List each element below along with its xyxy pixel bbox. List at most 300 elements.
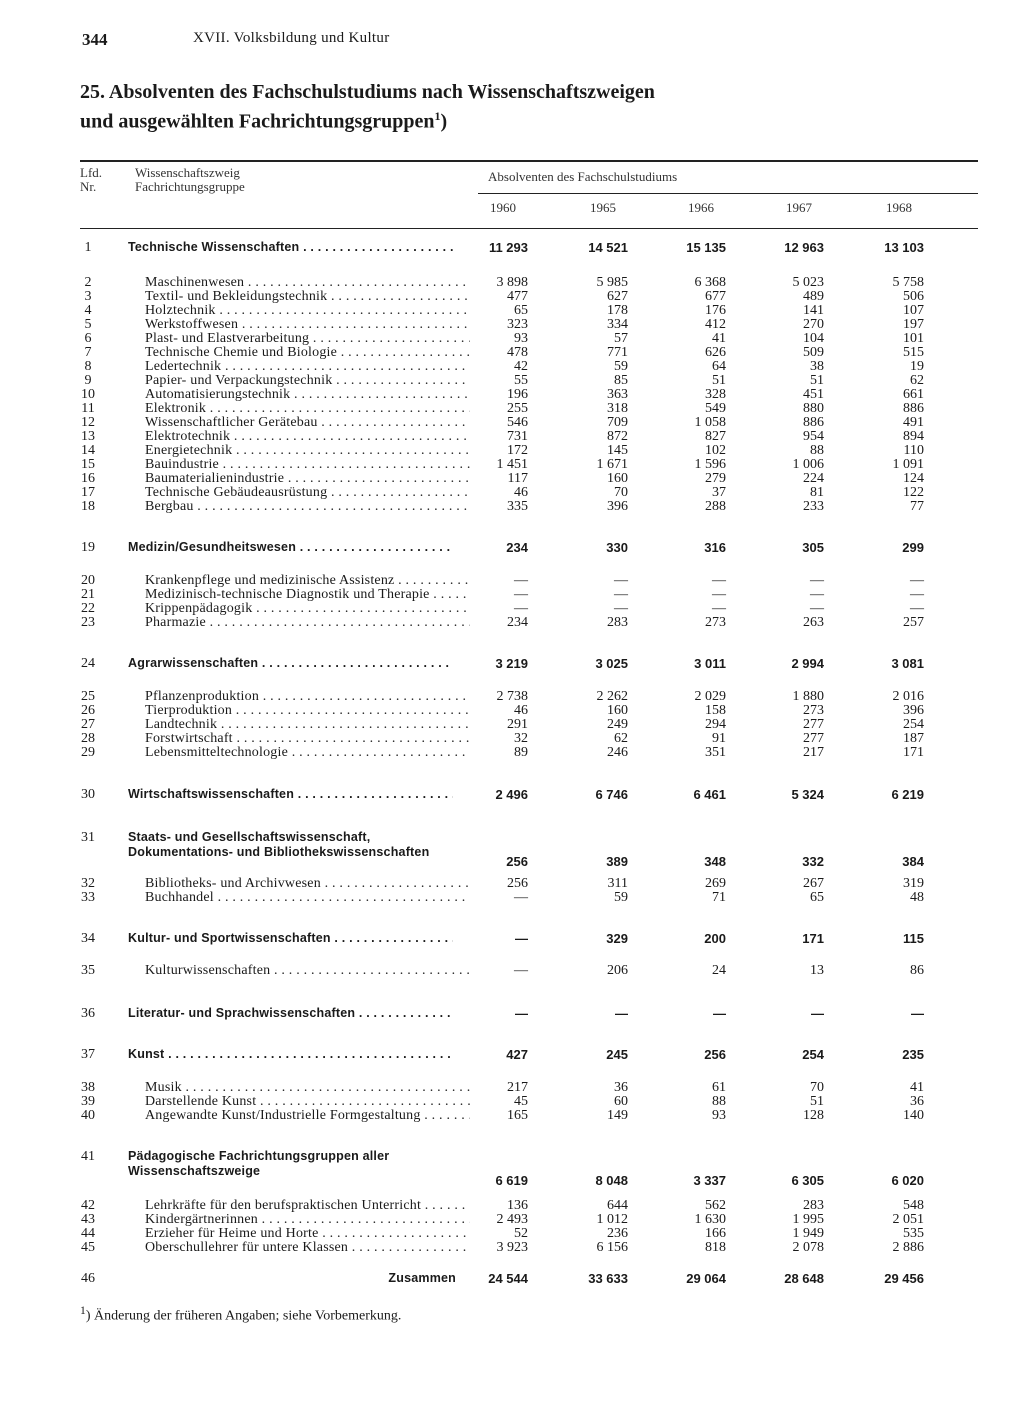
cell-1966: 412 <box>705 317 726 332</box>
label-header-line1: Wissenschaftszweig <box>135 165 240 180</box>
row-label: Elektronik . . . <box>145 401 470 416</box>
row-number: 2 <box>84 275 92 290</box>
cell-1968: 187 <box>903 731 924 746</box>
cell-1967: 233 <box>803 499 824 514</box>
cell-1966: 1 630 <box>694 1212 726 1227</box>
row-label: Textil- und Bekleidungstechnik . . . <box>145 289 470 304</box>
year-1967: 1967 <box>786 200 812 215</box>
row-number: 27 <box>81 717 95 732</box>
cell-1965: 160 <box>607 471 628 486</box>
cell-1967: — <box>810 573 824 588</box>
cell-1966: 24 <box>712 963 726 978</box>
row-label: Elektrotechnik . . . <box>145 429 470 444</box>
row-number: 23 <box>81 615 95 630</box>
row-number: 24 <box>81 656 95 671</box>
cell-1960: 1 451 <box>496 457 528 472</box>
row-group-label: Staats- und Gesellschaftswissenschaft, Dokumentations- und Bibliothekswissenschaften <box>128 830 430 859</box>
row-number: 28 <box>81 731 95 746</box>
cell-1966: 827 <box>705 429 726 444</box>
cell-1968: — <box>910 573 924 588</box>
cell-1965: 709 <box>607 415 628 430</box>
cell-1960: 3 923 <box>496 1240 528 1255</box>
cell-1965: 3 025 <box>595 656 628 671</box>
cell-1960: 731 <box>507 429 528 444</box>
cell-1966: 93 <box>712 1108 726 1123</box>
cell-1967: 38 <box>810 359 824 374</box>
cell-1966: 316 <box>704 540 726 555</box>
row-label: Krippenpädagogik . . . <box>145 601 470 616</box>
cell-1966: 3 011 <box>694 656 726 671</box>
year-1960: 1960 <box>490 200 516 215</box>
cell-1967: 5 023 <box>792 275 824 290</box>
row-group-label: Kultur- und Sportwissenschaften . . . <box>128 931 453 946</box>
row-label: Bergbau . . . <box>145 499 470 514</box>
row-number: 18 <box>81 499 95 514</box>
cell-1968: 396 <box>903 703 924 718</box>
cell-1968: 2 051 <box>892 1212 924 1227</box>
row-number: 5 <box>84 317 92 332</box>
row-number: 45 <box>81 1240 95 1255</box>
row-label: Bibliotheks- und Archivwesen . . . <box>145 876 470 891</box>
cell-1966: 1 058 <box>694 415 726 430</box>
cell-1965: 160 <box>607 703 628 718</box>
cell-1966: 626 <box>705 345 726 360</box>
column-group-header: Absolventen des Fachschulstudiums <box>488 169 678 184</box>
cell-1966: 15 135 <box>686 240 726 255</box>
table-number: 25. <box>80 81 105 103</box>
cell-1960: 234 <box>507 615 528 630</box>
cell-1966: 71 <box>712 890 726 905</box>
cell-1965: — <box>614 587 628 602</box>
cell-1967: 6 305 <box>791 1173 824 1188</box>
row-number: 26 <box>81 703 95 718</box>
row-number: 19 <box>81 540 95 555</box>
cell-1965: 872 <box>607 429 628 444</box>
cell-1960: 427 <box>506 1047 528 1062</box>
row-number: 1 <box>84 240 92 255</box>
row-label: Ledertechnik . . . <box>145 359 470 374</box>
row-number: 10 <box>81 387 95 402</box>
cell-1965: 57 <box>614 331 628 346</box>
cell-1965: 85 <box>614 373 628 388</box>
cell-1966: 61 <box>712 1080 726 1095</box>
cell-1965: 206 <box>607 963 628 978</box>
cell-1968: 254 <box>903 717 924 732</box>
cell-1960: 256 <box>506 854 528 869</box>
cell-1967: 267 <box>803 876 824 891</box>
row-number: 12 <box>81 415 95 430</box>
cell-1960: 2 493 <box>496 1212 528 1227</box>
cell-1965: 771 <box>607 345 628 360</box>
cell-1967: 1 995 <box>792 1212 824 1227</box>
row-label: Kulturwissenschaften . . . <box>145 963 470 978</box>
row-group-label: Literatur- und Sprachwissenschaften . . . <box>128 1006 453 1021</box>
cell-1960: 2 496 <box>495 787 528 802</box>
cell-1967: 1 880 <box>792 689 824 704</box>
cell-1965: 330 <box>606 540 628 555</box>
cell-1965: 334 <box>607 317 628 332</box>
cell-1965: 246 <box>607 745 628 760</box>
cell-1966: — <box>712 587 726 602</box>
cell-1968: 548 <box>903 1198 924 1213</box>
row-label: Buchhandel . . . <box>145 890 470 905</box>
cell-1967: 5 324 <box>791 787 824 802</box>
cell-1966: 677 <box>705 289 726 304</box>
cell-1960: 3 219 <box>495 656 528 671</box>
running-head: XVII. Volksbildung und Kultur <box>193 30 390 46</box>
page-number: 344 <box>82 30 108 49</box>
cell-1968: 13 103 <box>884 240 924 255</box>
row-label: Lebensmitteltechnologie . . . <box>145 745 470 760</box>
row-label: Medizinisch-technische Diagnostik und Therapie . . . <box>145 587 470 602</box>
cell-1960: — <box>514 963 528 978</box>
cell-1967: 489 <box>803 289 824 304</box>
row-number: 30 <box>81 787 95 802</box>
cell-1967: 65 <box>810 890 824 905</box>
row-group-label: Zusammen <box>388 1271 456 1285</box>
row-group-label: Technische Wissenschaften . . . <box>128 240 453 255</box>
year-1968: 1968 <box>886 200 912 215</box>
cell-1967: 270 <box>803 317 824 332</box>
cell-1967: — <box>810 601 824 616</box>
year-1966: 1966 <box>688 200 714 215</box>
cell-1968: 107 <box>903 303 924 318</box>
row-number: 9 <box>84 373 92 388</box>
cell-1966: 818 <box>705 1240 726 1255</box>
cell-1968: 515 <box>903 345 924 360</box>
cell-1960: 196 <box>507 387 528 402</box>
cell-1960: 3 898 <box>496 275 528 290</box>
cell-1968: 197 <box>903 317 924 332</box>
cell-1966: 51 <box>712 373 726 388</box>
cell-1960: — <box>515 931 528 946</box>
cell-1960: 323 <box>507 317 528 332</box>
cell-1968: 86 <box>910 963 924 978</box>
row-number: 35 <box>81 963 95 978</box>
cell-1968: 171 <box>903 745 924 760</box>
row-label: Krankenpflege und medizinische Assistenz . . . <box>145 573 470 588</box>
cell-1960: 255 <box>507 401 528 416</box>
lfd-line2: Nr. <box>80 179 97 194</box>
cell-1960: — <box>515 1006 528 1021</box>
cell-1960: — <box>514 601 528 616</box>
cell-1968: 299 <box>902 540 924 555</box>
cell-1966: 200 <box>704 931 726 946</box>
row-number: 6 <box>84 331 92 346</box>
cell-1967: 51 <box>810 373 824 388</box>
cell-1966: 6 461 <box>693 787 726 802</box>
cell-1960: 46 <box>514 485 528 500</box>
cell-1967: 305 <box>802 540 824 555</box>
cell-1966: 2 029 <box>694 689 726 704</box>
row-label: Papier- und Verpackungstechnik . . . <box>145 373 470 388</box>
cell-1967: 509 <box>803 345 824 360</box>
cell-1967: 217 <box>803 745 824 760</box>
cell-1960: 136 <box>507 1198 528 1213</box>
cell-1966: 288 <box>705 499 726 514</box>
cell-1967: 880 <box>803 401 824 416</box>
cell-1960: 478 <box>507 345 528 360</box>
cell-1968: 36 <box>910 1094 924 1109</box>
row-number: 37 <box>81 1047 95 1062</box>
cell-1960: — <box>514 890 528 905</box>
cell-1965: — <box>614 573 628 588</box>
footnote-text: ) Änderung der früheren Angaben; siehe Vorbemerkung. <box>85 1308 402 1324</box>
row-label: Oberschullehrer für untere Klassen . . . <box>145 1240 470 1255</box>
row-number: 43 <box>81 1212 95 1227</box>
cell-1965: 59 <box>614 359 628 374</box>
cell-1960: 32 <box>514 731 528 746</box>
cell-1967: 277 <box>803 717 824 732</box>
cell-1968: 6 020 <box>891 1173 924 1188</box>
row-label: Tierproduktion . . . <box>145 703 470 718</box>
row-number: 15 <box>81 457 95 472</box>
cell-1965: — <box>615 1006 628 1021</box>
cell-1968: 77 <box>910 499 924 514</box>
cell-1965: 60 <box>614 1094 628 1109</box>
cell-1967: 263 <box>803 615 824 630</box>
cell-1966: 91 <box>712 731 726 746</box>
title-footnote-close: ) <box>440 110 448 133</box>
cell-1967: 12 963 <box>784 240 824 255</box>
cell-1966: 6 368 <box>694 275 726 290</box>
cell-1968: 5 758 <box>892 275 924 290</box>
cell-1960: 477 <box>507 289 528 304</box>
cell-1967: 13 <box>810 963 824 978</box>
cell-1968: 110 <box>903 443 924 458</box>
cell-1966: 269 <box>705 876 726 891</box>
row-label: Bauindustrie . . . <box>145 457 470 472</box>
cell-1966: 158 <box>705 703 726 718</box>
cell-1966: 102 <box>705 443 726 458</box>
cell-1967: 954 <box>803 429 824 444</box>
row-label: Pflanzenproduktion . . . <box>145 689 470 704</box>
cell-1965: 6 156 <box>596 1240 628 1255</box>
cell-1960: 42 <box>514 359 528 374</box>
cell-1967: — <box>810 587 824 602</box>
cell-1968: 6 219 <box>891 787 924 802</box>
row-number: 22 <box>81 601 95 616</box>
cell-1960: 89 <box>514 745 528 760</box>
cell-1967: 81 <box>810 485 824 500</box>
year-1965: 1965 <box>590 200 616 215</box>
cell-1967: 128 <box>803 1108 824 1123</box>
cell-1960: 165 <box>507 1108 528 1123</box>
cell-1966: 562 <box>705 1198 726 1213</box>
cell-1966: 41 <box>712 331 726 346</box>
row-number: 17 <box>81 485 95 500</box>
footnote <box>80 1304 401 1325</box>
row-group-label: Kunst . . . <box>128 1047 453 1062</box>
cell-1960: 45 <box>514 1094 528 1109</box>
row-number: 14 <box>81 443 95 458</box>
cell-1965: 249 <box>607 717 628 732</box>
row-label: Energietechnik . . . <box>145 443 470 458</box>
cell-1968: 29 456 <box>884 1271 924 1286</box>
cell-1967: 1 006 <box>792 457 824 472</box>
cell-1960: — <box>514 573 528 588</box>
row-number: 36 <box>81 1006 95 1021</box>
cell-1965: 396 <box>607 499 628 514</box>
row-group-label: Wirtschaftswissenschaften . . . <box>128 787 453 802</box>
row-label: Plast- und Elastverarbeitung . . . <box>145 331 470 346</box>
cell-1966: 176 <box>705 303 726 318</box>
cell-1968: 2 886 <box>892 1240 924 1255</box>
cell-1968: 41 <box>910 1080 924 1095</box>
cell-1965: 1 671 <box>596 457 628 472</box>
cell-1960: 52 <box>514 1226 528 1241</box>
cell-1965: 389 <box>606 854 628 869</box>
cell-1968: 491 <box>903 415 924 430</box>
row-number: 42 <box>81 1198 95 1213</box>
cell-1967: 2 078 <box>792 1240 824 1255</box>
cell-1968: 1 091 <box>892 457 924 472</box>
cell-1966: 3 337 <box>693 1173 726 1188</box>
cell-1960: 117 <box>507 471 528 486</box>
cell-1965: — <box>614 601 628 616</box>
row-number: 44 <box>81 1226 95 1241</box>
row-number: 21 <box>81 587 95 602</box>
row-label: Landtechnik . . . <box>145 717 470 732</box>
cell-1965: 2 262 <box>596 689 628 704</box>
cell-1960: 335 <box>507 499 528 514</box>
footnote-mark: 1 <box>80 1304 86 1317</box>
cell-1968: 115 <box>903 931 924 946</box>
row-number: 16 <box>81 471 95 486</box>
cell-1965: 318 <box>607 401 628 416</box>
cell-1967: 51 <box>810 1094 824 1109</box>
cell-1968: 535 <box>903 1226 924 1241</box>
cell-1967: 277 <box>803 731 824 746</box>
cell-1965: 1 012 <box>596 1212 628 1227</box>
cell-1960: 24 544 <box>488 1271 528 1286</box>
cell-1966: — <box>712 573 726 588</box>
cell-1968: 2 016 <box>892 689 924 704</box>
cell-1967: 141 <box>803 303 824 318</box>
cell-1966: — <box>712 601 726 616</box>
cell-1968: — <box>910 601 924 616</box>
cell-1960: 217 <box>507 1080 528 1095</box>
cell-1965: 5 985 <box>596 275 628 290</box>
cell-1967: 283 <box>803 1198 824 1213</box>
row-label: Erzieher für Heime und Horte . . . <box>145 1226 470 1241</box>
cell-1965: 363 <box>607 387 628 402</box>
table-title-line1: Absolventen des Fachschulstudiums nach Wissenschaftszweigen <box>108 81 655 103</box>
cell-1967: 224 <box>803 471 824 486</box>
cell-1966: 88 <box>712 1094 726 1109</box>
cell-1967: 70 <box>810 1080 824 1095</box>
cell-1966: 29 064 <box>686 1271 726 1286</box>
row-label: Technische Gebäudeausrüstung . . . <box>145 485 470 500</box>
row-group-label: Pädagogische Fachrichtungsgruppen aller Wissenschaftszweige <box>128 1149 390 1178</box>
cell-1965: 329 <box>606 931 628 946</box>
label-header-line2: Fachrichtungsgruppe <box>135 179 245 194</box>
cell-1968: 3 081 <box>891 656 924 671</box>
cell-1968: 886 <box>903 401 924 416</box>
row-label: Musik . . . <box>145 1080 470 1095</box>
cell-1960: — <box>514 587 528 602</box>
row-number: 29 <box>81 745 95 760</box>
row-label: Werkstoffwesen . . . <box>145 317 470 332</box>
cell-1965: 59 <box>614 890 628 905</box>
cell-1965: 283 <box>607 615 628 630</box>
cell-1968: 140 <box>903 1108 924 1123</box>
cell-1966: 273 <box>705 615 726 630</box>
cell-1960: 291 <box>507 717 528 732</box>
row-label: Angewandte Kunst/Industrielle Formgestaltung . . . <box>145 1108 470 1123</box>
cell-1967: 273 <box>803 703 824 718</box>
row-label: Kindergärtnerinnen . . . <box>145 1212 470 1227</box>
row-number: 13 <box>81 429 95 444</box>
cell-1968: 319 <box>903 876 924 891</box>
cell-1965: 14 521 <box>588 240 628 255</box>
row-label: Wissenschaftlicher Gerätebau . . . <box>145 415 470 430</box>
cell-1968: 124 <box>903 471 924 486</box>
row-number: 32 <box>81 876 95 891</box>
cell-1966: 348 <box>704 854 726 869</box>
cell-1966: — <box>713 1006 726 1021</box>
cell-1968: 62 <box>910 373 924 388</box>
row-label: Technische Chemie und Biologie . . . <box>145 345 470 360</box>
row-number: 34 <box>81 931 95 946</box>
cell-1968: 122 <box>903 485 924 500</box>
cell-1965: 145 <box>607 443 628 458</box>
cell-1967: 332 <box>802 854 824 869</box>
cell-1966: 328 <box>705 387 726 402</box>
cell-1968: 384 <box>902 854 924 869</box>
cell-1968: 257 <box>903 615 924 630</box>
cell-1967: 451 <box>803 387 824 402</box>
cell-1960: 65 <box>514 303 528 318</box>
cell-1966: 279 <box>705 471 726 486</box>
cell-1968: — <box>910 587 924 602</box>
row-label: Holztechnik . . . <box>145 303 470 318</box>
cell-1960: 172 <box>507 443 528 458</box>
title-footnote-mark: 1 <box>434 109 441 123</box>
cell-1965: 245 <box>606 1047 628 1062</box>
row-number: 20 <box>81 573 95 588</box>
cell-1960: 256 <box>507 876 528 891</box>
row-label: Lehrkräfte für den berufspraktischen Unterricht . . . <box>145 1198 470 1213</box>
row-number: 3 <box>84 289 92 304</box>
cell-1968: 894 <box>903 429 924 444</box>
cell-1960: 546 <box>507 415 528 430</box>
row-number: 7 <box>84 345 92 360</box>
cell-1968: 101 <box>903 331 924 346</box>
cell-1965: 178 <box>607 303 628 318</box>
cell-1965: 70 <box>614 485 628 500</box>
row-group-label: Agrarwissenschaften . . . <box>128 656 453 671</box>
table-title-line2: und ausgewählten Fachrichtungsgruppen <box>80 110 435 133</box>
cell-1966: 256 <box>704 1047 726 1062</box>
lfd-line1: Lfd. <box>80 165 103 180</box>
cell-1967: 886 <box>803 415 824 430</box>
cell-1967: 2 994 <box>791 656 824 671</box>
cell-1966: 37 <box>712 485 726 500</box>
row-number: 38 <box>81 1080 95 1095</box>
cell-1968: 506 <box>903 289 924 304</box>
row-label: Automatisierungstechnik . . . <box>145 387 470 402</box>
row-number: 41 <box>81 1149 95 1164</box>
cell-1960: 6 619 <box>495 1173 528 1188</box>
cell-1960: 55 <box>514 373 528 388</box>
row-number: 46 <box>81 1271 95 1286</box>
row-number: 8 <box>84 359 92 374</box>
cell-1968: 19 <box>910 359 924 374</box>
row-label: Darstellende Kunst . . . <box>145 1094 470 1109</box>
cell-1966: 166 <box>705 1226 726 1241</box>
cell-1965: 36 <box>614 1080 628 1095</box>
